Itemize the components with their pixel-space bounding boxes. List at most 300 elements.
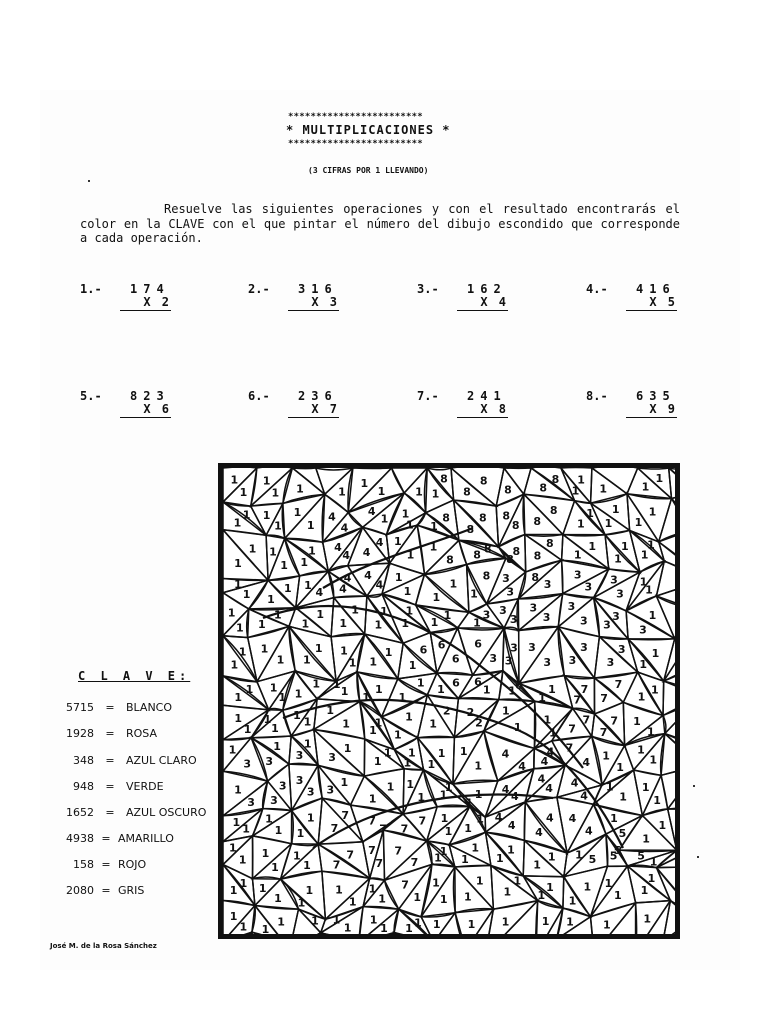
- mosaic-region: [425, 564, 469, 612]
- mosaic-region-number: 1: [429, 540, 438, 554]
- mosaic-region-number: 3: [509, 613, 518, 627]
- mosaic-region-number: 1: [296, 482, 304, 496]
- mosaic-region-number: 1: [339, 616, 348, 630]
- mosaic-region-number: 8: [466, 523, 475, 537]
- mosaic-region-number: 1: [273, 739, 281, 753]
- mosaic-region-number: 3: [489, 652, 498, 665]
- mosaic-region: [669, 468, 675, 499]
- operation-number: 635: [636, 389, 676, 403]
- mosaic-region-number: 1: [619, 790, 627, 804]
- mosaic-region-number: 3: [529, 601, 538, 615]
- mosaic-region-number: 8: [533, 515, 542, 529]
- mosaic-region-number: 1: [343, 742, 352, 756]
- mosaic-region-number: 1: [444, 824, 453, 838]
- mosaic-region-number: 1: [234, 690, 243, 704]
- mosaic-region-number: 1: [296, 826, 305, 840]
- mosaic-region-number: 1: [439, 788, 448, 802]
- mosaic-region-number: 1: [338, 485, 346, 499]
- mosaic-region-number: 1: [576, 517, 585, 531]
- mosaic-region-number: 1: [383, 746, 392, 760]
- mosaic-region: [525, 797, 567, 853]
- mosaic-region-number: 1: [243, 723, 252, 736]
- mosaic-region: [562, 535, 609, 570]
- mosaic-region-number: 3: [295, 749, 304, 763]
- mosaic-region-number: 4: [537, 772, 546, 786]
- mosaic-region-number: 1: [575, 848, 583, 862]
- mosaic-region-number: 1: [293, 506, 302, 520]
- mosaic-region-number: 8: [479, 474, 488, 488]
- mosaic-region-number: 4: [340, 521, 349, 535]
- mosaic-region-number: 1: [470, 587, 478, 601]
- mosaic-region-number: 3: [616, 587, 624, 601]
- mosaic-region-number: 1: [432, 591, 441, 605]
- mosaic-region-number: 1: [471, 841, 480, 855]
- mosaic-region-number: 1: [260, 642, 269, 656]
- mosaic-region-number: 1: [274, 891, 282, 905]
- operation-number: 162: [467, 282, 507, 296]
- mosaic-region: [253, 811, 294, 844]
- mosaic-region-number: 1: [406, 778, 415, 792]
- mosaic-region-number: 1: [377, 485, 386, 499]
- mosaic-region-number: 1: [242, 587, 251, 601]
- mosaic-region-number: 1: [269, 681, 278, 695]
- mosaic-region-number: 8: [504, 483, 512, 497]
- mosaic-region-number: 3: [328, 751, 336, 764]
- operation-number: 241: [467, 389, 507, 403]
- mosaic-region-number: 5: [613, 844, 622, 858]
- mosaic-region-number: 1: [474, 788, 483, 802]
- mosaic-region-number: 8: [483, 542, 492, 556]
- mosaic-region-number: 1: [416, 676, 425, 690]
- mosaic-region-number: 1: [306, 519, 315, 532]
- mosaic-region-number: 1: [393, 728, 402, 742]
- mosaic-region-number: 1: [602, 749, 610, 763]
- mosaic-region-number: 1: [229, 884, 238, 898]
- mosaic-region-number: 1: [503, 885, 512, 899]
- mosaic-region-number: 1: [637, 690, 646, 704]
- mosaic-region-number: 1: [306, 811, 315, 825]
- mosaic-region: [321, 907, 363, 934]
- mosaic-region-number: 3: [568, 654, 577, 668]
- mosaic-region-number: 1: [401, 617, 410, 631]
- mosaic-region-number: 1: [312, 677, 321, 691]
- mosaic-region-number: 8: [478, 511, 487, 525]
- mosaic-region-number: 1: [614, 552, 622, 566]
- mosaic-region-number: 7: [599, 725, 608, 739]
- mosaic-region-number: 1: [495, 851, 504, 865]
- mosaic-region: [455, 867, 494, 913]
- mosaic-region-number: 1: [368, 792, 377, 806]
- mosaic-region: [625, 715, 666, 745]
- title-stars-top: ************************: [288, 112, 423, 122]
- operation-multiplier: X 7: [288, 402, 339, 418]
- mosaic-region-number: 2: [466, 705, 475, 719]
- mosaic-region-number: 1: [482, 683, 491, 697]
- mosaic-region-number: 1: [547, 850, 556, 864]
- mosaic-region-number: 7: [410, 855, 419, 869]
- mosaic-region-number: 1: [476, 812, 484, 826]
- mosaic-region-number: 1: [273, 608, 282, 622]
- mosaic-region-number: 4: [494, 811, 503, 825]
- mosaic-region: [525, 535, 562, 573]
- mosaic-region-number: 3: [306, 785, 315, 799]
- mosaic-region-number: 3: [639, 623, 647, 637]
- mosaic-region-number: 1: [434, 851, 442, 865]
- mosaic-region-number: 1: [239, 876, 248, 890]
- mosaic-region-number: 1: [443, 609, 452, 622]
- mosaic-region-number: 1: [604, 877, 613, 890]
- mosaic-region-number: 1: [513, 874, 522, 888]
- mosaic-region-number: 1: [439, 892, 448, 906]
- mosaic-region-number: 1: [464, 821, 472, 835]
- mosaic-region-number: 7: [330, 822, 339, 835]
- mosaic-region-number: 1: [360, 476, 369, 490]
- mosaic-region-number: 1: [326, 704, 335, 717]
- mosaic-region-number: 1: [314, 642, 323, 656]
- mosaic-region-number: 7: [565, 741, 574, 755]
- mosaic-region-number: 1: [646, 725, 655, 739]
- mosaic-region-number: 1: [611, 503, 620, 517]
- mosaic-region-number: 1: [444, 780, 453, 794]
- mosaic-region-number: 7: [368, 814, 376, 828]
- mosaic-region-number: 1: [432, 917, 441, 931]
- mosaic-region-number: 4: [535, 825, 543, 839]
- mosaic-region-number: 1: [429, 717, 437, 731]
- operation-label: 8.-: [586, 389, 608, 403]
- mosaic-region-number: 1: [639, 658, 648, 671]
- scan-speck: [697, 856, 699, 858]
- clave-title: C L A V E:: [78, 669, 191, 683]
- mosaic-region-number: 3: [504, 654, 513, 668]
- mosaic-region-number: 1: [340, 776, 349, 790]
- mosaic-region-number: 8: [531, 571, 540, 584]
- mosaic-region-number: 1: [369, 655, 378, 669]
- mosaic-region-number: 1: [541, 915, 550, 928]
- mosaic-region-number: 7: [400, 822, 409, 836]
- mosaic-region-number: 3: [295, 774, 304, 787]
- mosaic-region-number: 1: [342, 717, 350, 731]
- mosaic-region-number: 7: [341, 809, 350, 822]
- mosaic-region-number: 1: [413, 890, 422, 904]
- mosaic-region-number: 1: [228, 743, 237, 757]
- mosaic-region-number: 1: [508, 684, 516, 698]
- operation-label: 5.-: [80, 389, 102, 403]
- mosaic-region-number: 1: [351, 603, 359, 617]
- operation-multiplier: X 2: [120, 295, 171, 311]
- mosaic-region-number: 1: [407, 746, 416, 760]
- mosaic-region-number: 1: [586, 506, 594, 520]
- mosaic-region-number: 1: [303, 858, 311, 872]
- clave-row: 948 = VERDE: [73, 780, 164, 793]
- mosaic-region-number: 7: [368, 844, 376, 858]
- operation-number: 823: [130, 389, 170, 403]
- mosaic-region-number: 1: [245, 683, 254, 697]
- mosaic-region-number: 1: [642, 832, 650, 846]
- mosaic-region-number: 1: [394, 571, 403, 585]
- mosaic-region-number: 1: [303, 737, 312, 751]
- mosaic-region-number: 1: [583, 880, 592, 894]
- mosaic-region-number: 1: [610, 812, 618, 825]
- mosaic-region-number: 3: [567, 600, 576, 613]
- mosaic-region-number: 1: [271, 721, 279, 735]
- mosaic-region: [627, 468, 672, 499]
- mosaic-region-number: 6: [514, 679, 523, 693]
- mosaic-region-number: 3: [580, 641, 588, 655]
- mosaic-region-number: 4: [328, 510, 336, 524]
- mosaic-region-number: 4: [545, 782, 553, 796]
- mosaic-region-number: 8: [511, 519, 520, 533]
- mosaic-region-number: 4: [362, 546, 371, 560]
- mosaic-region-number: 3: [528, 640, 536, 654]
- mosaic-region-number: 4: [375, 578, 384, 592]
- mosaic-region-number: 3: [610, 573, 618, 587]
- mosaic-region-number: 3: [499, 604, 507, 618]
- mosaic-region-number: 3: [265, 755, 274, 768]
- mosaic-region-number: 1: [577, 473, 585, 487]
- operation-label: 1.-: [80, 282, 102, 296]
- operation-label: 2.-: [248, 282, 270, 296]
- mosaic-region-number: 1: [653, 793, 661, 807]
- mosaic-region-number: 1: [573, 548, 582, 562]
- mosaic-region-number: 1: [340, 684, 349, 698]
- mosaic-region-number: 1: [641, 480, 650, 494]
- mosaic-region-number: 1: [380, 922, 388, 934]
- mosaic-region-number: 1: [373, 755, 382, 769]
- mosaic-region-number: 1: [431, 487, 440, 501]
- mosaic-region-number: 7: [614, 678, 623, 692]
- mosaic-region-number: 8: [473, 548, 481, 562]
- mosaic-region-number: 4: [570, 776, 579, 790]
- mosaic-region-number: 1: [235, 621, 244, 635]
- mosaic-drawing: [223, 468, 675, 934]
- mosaic-region-number: 1: [473, 616, 481, 630]
- mosaic-region-number: 1: [311, 914, 319, 928]
- mosaic-region: [672, 492, 676, 531]
- author-credit: José M. de la Rosa Sánchez: [50, 942, 157, 950]
- clave-row: 1652 = AZUL OSCURO: [66, 806, 207, 819]
- mosaic-region-number: 4: [582, 756, 591, 770]
- mosaic-region-number: 1: [305, 883, 314, 897]
- mosaic-region: [359, 909, 399, 934]
- mosaic-region: [594, 903, 636, 934]
- mosaic-region-number: 7: [401, 878, 409, 892]
- mosaic-region-number: 1: [274, 519, 282, 533]
- mosaic-region-number: 3: [603, 618, 611, 632]
- mosaic-region-number: 4: [501, 747, 510, 761]
- mosaic-region-number: 1: [369, 913, 378, 927]
- mosaic-region: [458, 628, 504, 675]
- title-stars-bottom: ************************: [288, 139, 423, 149]
- operation-number: 316: [298, 282, 338, 296]
- mosaic-region-number: 1: [405, 710, 413, 724]
- mosaic-region-number: 1: [234, 783, 242, 797]
- mosaic-region-number: 8: [442, 511, 450, 525]
- mosaic-region-number: 1: [374, 683, 383, 697]
- mosaic-region-number: 4: [584, 824, 593, 838]
- clave-row: 4938 = AMARILLO: [66, 832, 174, 845]
- mosaic-region-number: 1: [408, 659, 417, 672]
- mosaic-region-number: 1: [343, 921, 352, 934]
- mosaic-region-number: 8: [446, 553, 454, 567]
- mosaic-region-number: 1: [405, 604, 414, 618]
- mosaic-region-number: 1: [362, 690, 370, 704]
- mosaic-region-number: 1: [227, 606, 236, 620]
- mosaic-region-number: 1: [239, 920, 248, 934]
- mosaic-region-number: 1: [262, 508, 271, 522]
- operation-multiplier: X 4: [457, 295, 508, 311]
- operation-multiplier: X 8: [457, 402, 508, 418]
- mosaic-region-number: 1: [430, 520, 438, 534]
- mosaic-region: [290, 933, 322, 934]
- mosaic-region-number: 1: [278, 691, 287, 704]
- mosaic-region-number: 3: [326, 783, 335, 797]
- mosaic-region-number: 1: [474, 759, 483, 773]
- mosaic-region: [359, 906, 399, 934]
- mosaic-region-number: 1: [261, 846, 270, 860]
- mosaic-region-number: 4: [507, 818, 516, 832]
- mosaic-region-number: 1: [293, 709, 301, 722]
- mosaic-region: [321, 933, 362, 934]
- mosaic-region-number: 1: [340, 644, 348, 658]
- mosaic-region-number: 1: [238, 645, 247, 659]
- mosaic-region-number: 1: [602, 918, 611, 932]
- operation-multiplier: X 5: [626, 295, 677, 311]
- mosaic-region-number: 4: [518, 760, 526, 773]
- mosaic-region-number: 1: [248, 542, 257, 556]
- mosaic-region: [449, 845, 491, 867]
- mosaic-region-number: 1: [417, 790, 426, 804]
- mosaic-region-number: 1: [283, 582, 292, 595]
- mosaic-region-number: 3: [542, 611, 551, 624]
- mosaic-region-number: 3: [243, 757, 252, 771]
- mosaic-region-number: 1: [414, 916, 422, 930]
- mosaic-region-number: 3: [584, 580, 593, 594]
- mosaic-region-number: 1: [403, 756, 412, 770]
- mosaic-region: [437, 628, 473, 675]
- mosaic-region-number: 1: [369, 724, 377, 737]
- mosaic-region-number: 1: [374, 716, 383, 730]
- mosaic-region-number: 1: [261, 923, 270, 934]
- mosaic-region: [519, 627, 564, 684]
- mosaic-region-number: 1: [633, 715, 641, 729]
- mosaic-region-number: 5: [637, 849, 645, 863]
- mosaic-region: [316, 468, 353, 494]
- operation-multiplier: X 3: [288, 295, 339, 311]
- mosaic-region-number: 4: [375, 535, 384, 549]
- mosaic-region: [252, 932, 290, 934]
- mosaic-region-number: 1: [294, 687, 303, 701]
- mosaic-region-number: 3: [278, 779, 287, 793]
- mosaic-region-number: 3: [270, 794, 278, 808]
- mosaic-region-number: 4: [339, 582, 347, 596]
- mosaic-region: [558, 598, 599, 637]
- clave-row: 5715 = BLANCO: [66, 701, 173, 714]
- mosaic-region-number: 6: [452, 676, 460, 690]
- mosaic-region-number: 7: [346, 848, 355, 862]
- operation-multiplier: X 9: [626, 402, 677, 418]
- mosaic-region-number: 4: [343, 571, 352, 585]
- mosaic-region-number: 1: [230, 473, 239, 487]
- mosaic-region-number: 1: [639, 575, 648, 589]
- mosaic-region-number: 1: [440, 812, 449, 826]
- mosaic-region-number: 2: [475, 716, 483, 730]
- clave-row: 158 = ROJO: [73, 858, 147, 871]
- mosaic-region-number: 1: [233, 516, 242, 530]
- mosaic-region-number: 1: [641, 781, 650, 794]
- mosaic-region-number: 1: [605, 780, 614, 794]
- mosaic-region-number: 8: [440, 472, 448, 486]
- mosaic-region-number: 1: [238, 853, 247, 867]
- scan-speck: [88, 180, 90, 182]
- mosaic-region-number: 1: [463, 890, 472, 904]
- mosaic-region-number: 7: [418, 814, 427, 828]
- mosaic-region-number: 1: [566, 915, 574, 929]
- mosaic-region-number: 1: [401, 507, 410, 521]
- mosaic-region-number: 1: [280, 558, 288, 572]
- operation-number: 174: [130, 282, 170, 296]
- mosaic-region: [663, 696, 675, 734]
- mosaic-region-number: 1: [292, 849, 301, 863]
- mosaic-region-number: 1: [405, 518, 414, 532]
- mosaic-region-number: 1: [648, 505, 657, 519]
- mosaic-region-number: 1: [368, 882, 377, 896]
- mosaic-region-number: 1: [640, 548, 649, 562]
- mosaic-region-number: 1: [229, 909, 238, 923]
- mosaic-region-number: 1: [537, 888, 546, 902]
- mosaic-region: [557, 917, 595, 934]
- mosaic-region-number: 1: [439, 845, 448, 858]
- mosaic-region-number: 8: [463, 485, 471, 499]
- mosaic-region-number: 4: [510, 790, 519, 803]
- mosaic-region-number: 1: [432, 876, 440, 890]
- mosaic-region-number: 4: [364, 569, 372, 582]
- mosaic-region-number: 7: [580, 683, 589, 697]
- mosaic-region-number: 1: [348, 656, 357, 670]
- mosaic-region-number: 1: [257, 618, 266, 632]
- mosaic-region-number: 7: [332, 858, 341, 872]
- mosaic-region-number: 8: [545, 537, 554, 551]
- mosaic-region-number: 4: [568, 812, 577, 826]
- mosaic-region-number: 1: [378, 892, 386, 906]
- mosaic-region: [591, 468, 627, 503]
- mosaic-region-number: 3: [502, 572, 510, 586]
- mosaic-region-number: 1: [274, 824, 283, 837]
- mosaic-region-number: 1: [501, 704, 510, 718]
- mosaic-region-number: 3: [606, 656, 615, 670]
- operation-label: 6.-: [248, 389, 270, 403]
- mosaic-region-number: 7: [568, 722, 576, 736]
- mosaic-region-number: 3: [573, 568, 582, 582]
- operation-label: 4.-: [586, 282, 608, 296]
- mosaic-region-number: 1: [655, 472, 664, 486]
- mosaic-region-number: 4: [334, 540, 342, 554]
- hidden-picture: [218, 463, 680, 939]
- clave-row: 2080 = GRIS: [66, 884, 145, 897]
- mosaic-region-number: 8: [533, 549, 542, 563]
- mosaic-region-number: 1: [568, 894, 577, 908]
- mosaic-region-number: 1: [386, 780, 395, 794]
- mosaic-region: [663, 901, 675, 934]
- mosaic-region-number: 7: [600, 692, 608, 705]
- mosaic-region-number: 6: [437, 638, 446, 652]
- mosaic-region-number: 1: [647, 872, 656, 886]
- mosaic-region-number: 1: [242, 822, 250, 836]
- mosaic-region-number: 6: [451, 652, 460, 666]
- mosaic-region-number: 1: [588, 540, 597, 554]
- mosaic-region-number: 3: [543, 578, 552, 592]
- mosaic-region-number: 1: [332, 678, 341, 691]
- mosaic-region-number: 6: [474, 637, 482, 651]
